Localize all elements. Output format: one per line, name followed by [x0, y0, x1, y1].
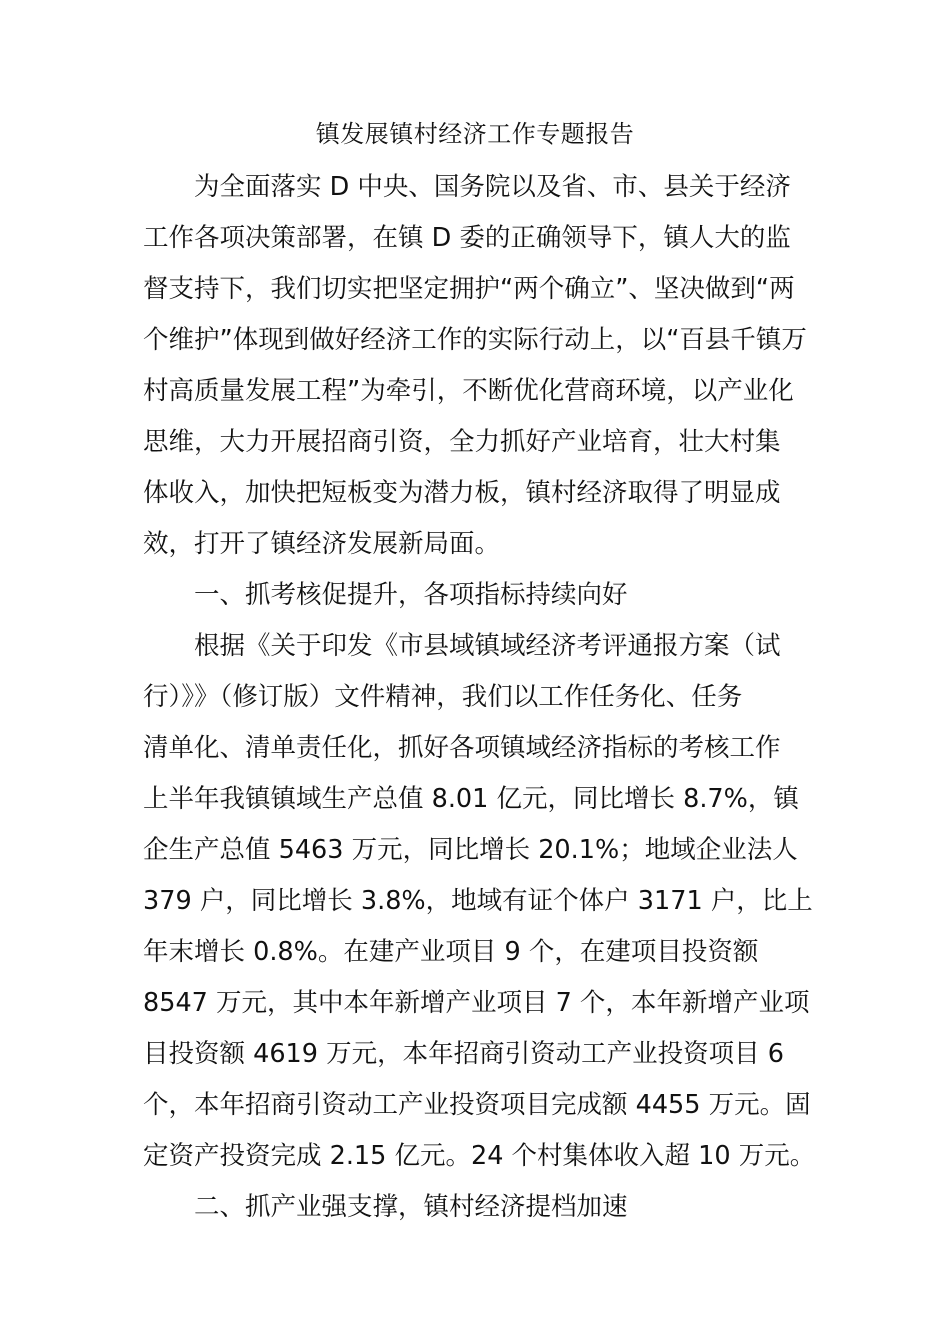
paragraph-line: 企生产总值 5463 万元，同比增长 20.1%；地域企业法人 [143, 835, 798, 865]
paragraph-line: 体收入，加快把短板变为潜力板，镇村经济取得了明显成 [143, 478, 781, 508]
paragraph-line: 督支持下，我们切实把坚定拥护“两个确立”、坚决做到“两 [143, 274, 795, 304]
paragraph-line: 8547 万元，其中本年新增产业项目 7 个，本年新增产业项 [143, 988, 810, 1018]
paragraph-line: 年末增长 0.8%。在建产业项目 9 个，在建项目投资额 [143, 937, 759, 967]
paragraph-line: 行）》》（修订版）文件精神，我们以工作任务化、任务 [143, 682, 743, 712]
paragraph-line: 清单化、清单责任化，抓好各项镇域经济指标的考核工作 [143, 733, 781, 763]
paragraph-line: 目投资额 4619 万元，本年招商引资动工产业投资项目 6 [143, 1039, 784, 1069]
paragraph-line: 村高质量发展工程”为牵引，不断优化营商环境，以产业化 [143, 376, 794, 406]
paragraph-line: 思维，大力开展招商引资，全力抓好产业培育，壮大村集 [143, 427, 781, 457]
paragraph-line: 根据《关于印发《市县域镇域经济考评通报方案（试 [194, 631, 781, 661]
section-heading: 一、抓考核促提升，各项指标持续向好 [194, 580, 628, 610]
paragraph-line: 个，本年招商引资动工产业投资项目完成额 4455 万元。固 [143, 1090, 811, 1120]
paragraph-line: 379 户，同比增长 3.8%，地域有证个体户 3171 户，比上 [143, 886, 813, 916]
paragraph-line: 为全面落实 D 中央、国务院以及省、市、县关于经济 [194, 172, 791, 202]
section-heading: 二、抓产业强支撑，镇村经济提档加速 [194, 1192, 628, 1222]
paragraph-line: 工作各项决策部署，在镇 D 委的正确领导下，镇人大的监 [143, 223, 791, 253]
paragraph-line: 上半年我镇镇域生产总值 8.01 亿元，同比增长 8.7%，镇 [143, 784, 799, 814]
paragraph-line: 效，打开了镇经济发展新局面。 [143, 529, 501, 559]
document-body [143, 162, 816, 1233]
document-title: 镇发展镇村经济工作专题报告 [315, 120, 635, 148]
paragraph-line: 个维护”体现到做好经济工作的实际行动上，以“百县千镇万 [143, 325, 807, 355]
paragraph-line: 定资产投资完成 2.15 亿元。24 个村集体收入超 10 万元。 [143, 1141, 816, 1171]
